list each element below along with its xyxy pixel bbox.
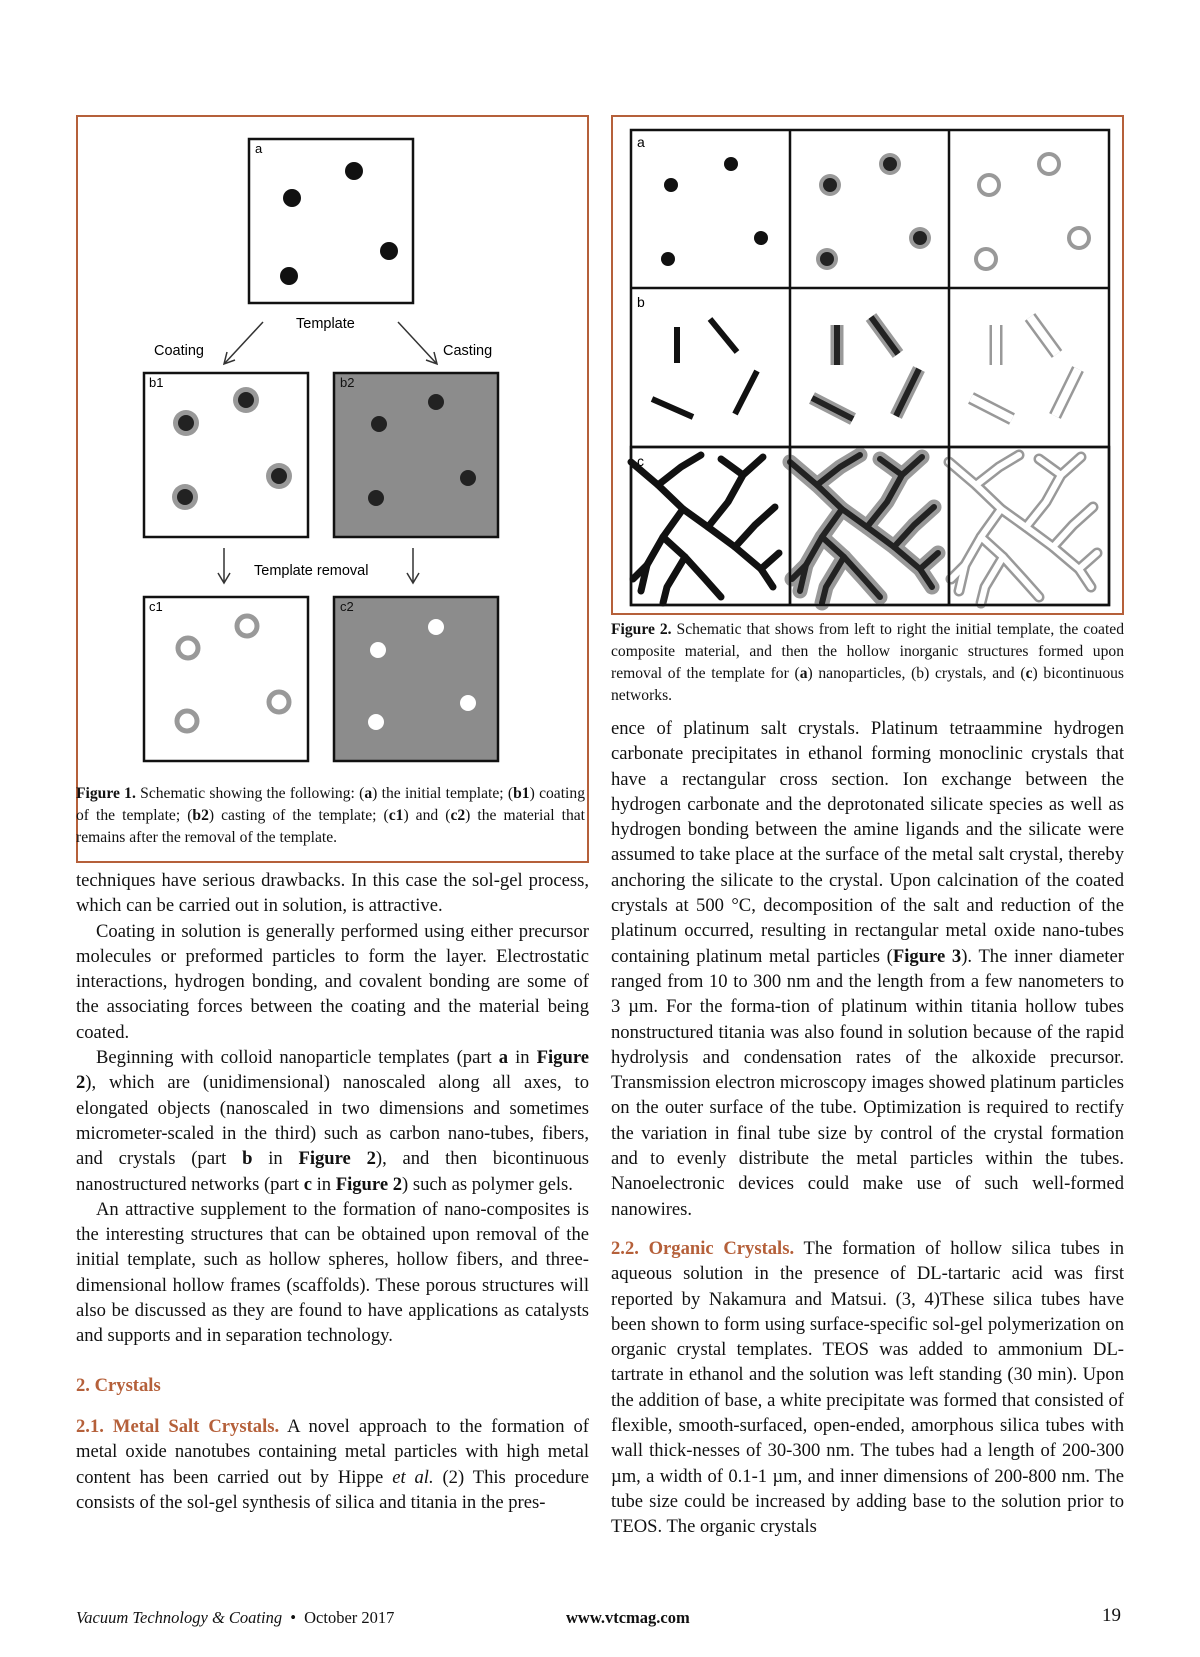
panel-label-b1: b1: [149, 375, 164, 390]
casting-label: Casting: [443, 343, 493, 359]
panel-b2: [334, 373, 498, 537]
figure-1: [76, 115, 589, 863]
panel-label-a: a: [255, 141, 263, 156]
figure-2: [611, 115, 1124, 615]
figure-2-caption: Figure 2. Schematic that shows from left to right the initial template, the coated composite material, and then the hollow inorganic structures formed upon removal of the template for (a) nanoparticles, (b) crystals, and (c) bicontinuous networks.: [611, 621, 1125, 704]
row-label-a: a: [637, 134, 645, 150]
page-number: 19: [1102, 1605, 1121, 1626]
subsection-heading: 2.1. Metal Salt Crystals.: [76, 1415, 280, 1437]
panel-c2: [334, 597, 498, 761]
particle: [283, 189, 301, 207]
particle: [280, 267, 298, 285]
figure-1-schematic: [78, 117, 587, 777]
row-label-b: b: [637, 294, 645, 310]
coating-arrow: [225, 322, 263, 363]
section-heading: 2. Crystals: [76, 1374, 161, 1396]
panel-label-b2: b2: [340, 375, 355, 390]
left-column: [76, 868, 589, 1515]
template-removal-label: Template removal: [254, 563, 369, 579]
coating-label: Coating: [154, 343, 204, 359]
footer-url[interactable]: www.vtcmag.com: [566, 1608, 690, 1627]
panel-label-c2: c2: [340, 599, 354, 614]
paragraph: techniques have serious drawbacks. In this case the sol-gel process, which can be carried out in solution, is attractive.: [76, 870, 589, 917]
row-label-c: c: [637, 453, 644, 469]
particle: [345, 162, 363, 180]
footer-journal: Vacuum Technology & Coating • October 2017: [76, 1608, 395, 1627]
template-label: Template: [296, 316, 355, 332]
paragraph: 2.1. Metal Salt Crystals. A novel approach to the formation of metal oxide nanotubes containing metal particles with high metal content has been carried out by Hippe et al. (2) This procedure consists of the sol-gel synthesis of silica and titania in the pres-: [76, 1415, 589, 1513]
figure-2-schematic: [613, 117, 1122, 613]
panel-c1: [144, 597, 308, 761]
paragraph: An attractive supplement to the formation of nano-composites is the interesting structures that can be obtained upon removal of the initial template, such as hollow spheres, hollow fibers, and three-dimensional hollow frames (scaffolds). These porous structures will also be discussed as they are found to have applications as catalysts and supports and in separation technology.: [76, 1198, 589, 1347]
subsection-heading: 2.2. Organic Crystals.: [611, 1237, 795, 1259]
panel-b1: [144, 373, 308, 537]
paragraph: ence of platinum salt crystals. Platinum tetraammine hydrogen carbonate precipitates in ethanol forming monoclinic crystals that have a rectangular cross section. Ion exchange between the hydrogen carbonate and the deprotonated silicate species as well as hydrogen bonding between the amine ligands and the silicate were assumed to take place at the surface of the metal salt crystal, thereby anchoring the silicate to the crystal. Upon calcination of the coated crystals at 500 °C, decomposition of the salt and reduction of the platinum occurred, resulting in rectangular metal oxide nano-tubes containing platinum metal particles (Figure 3). The inner diameter ranged from 10 to 300 nm and the length from a few nanometers to 3 µm. For the forma-tion of platinum within titania hollow tubes nonstructured titania was also found in solution because of the rapid hydrolysis and condensation rates of the alkoxide precursor. Transmission electron microscopy images showed platinum particles on the outer surface of the tube. Optimization is required to rectify the variation in final tube size by control of the crystal formation and to evenly distribute the metal particles within the tubes. Nanoelectronic devices could make use of such well-formed nanowires.: [611, 718, 1125, 1220]
panel-label-c1: c1: [149, 599, 163, 614]
particle: [380, 242, 398, 260]
panel-a: [249, 139, 413, 303]
right-column: [611, 716, 1124, 1540]
paragraph: 2.2. Organic Crystals. The formation of hollow silica tubes in aqueous solution in the presence of DL-tartaric acid was first reported by Nakamura and Matsui. (3, 4)These silica tubes have been shown to form using surface-specific sol-gel polymerization on organic crystal templates. TEOS was added to ammonium DL-tartrate in ethanol and the solution was left standing (30 min). Upon the addition of base, a white precipitate was formed that consisted of flexible, smooth-surfaced, open-ended, amorphous silica tubes with wall thick-nesses of 30-300 nm. The tubes had a length of 200-300 µm, a width of 0.1-1 µm, and inner dimensions of 200-800 nm. The tube size could be increased by adding base to the solution prior to TEOS. The organic crystals: [611, 1237, 1124, 1538]
casting-arrow: [398, 322, 436, 363]
paragraph: Coating in solution is generally performed using either precursor molecules or preformed particles to form the layer. Electrostatic interactions, hydrogen bonding, and covalent bonding are some of the associating forces between the coating and the material being coated.: [76, 920, 589, 1043]
figure-1-caption: Figure 1. Schematic showing the following: (a) the initial template; (b1) coating of the template; (b2) casting of the template; (c1) and (c2) the material that remains after the removal of the template.: [76, 785, 586, 846]
paragraph: Beginning with colloid nanoparticle templates (part a in Figure 2), which are (unidimensional) nanoscaled along all axes, to elongated objects (nanoscaled in two dimensions and sometimes micrometer-scaled in the third) such as carbon nano-tubes, fibers, and crystals (part b in Figure 2), and then bicontinuous nanostructured networks (part c in Figure 2) such as polymer gels.: [76, 1047, 589, 1195]
